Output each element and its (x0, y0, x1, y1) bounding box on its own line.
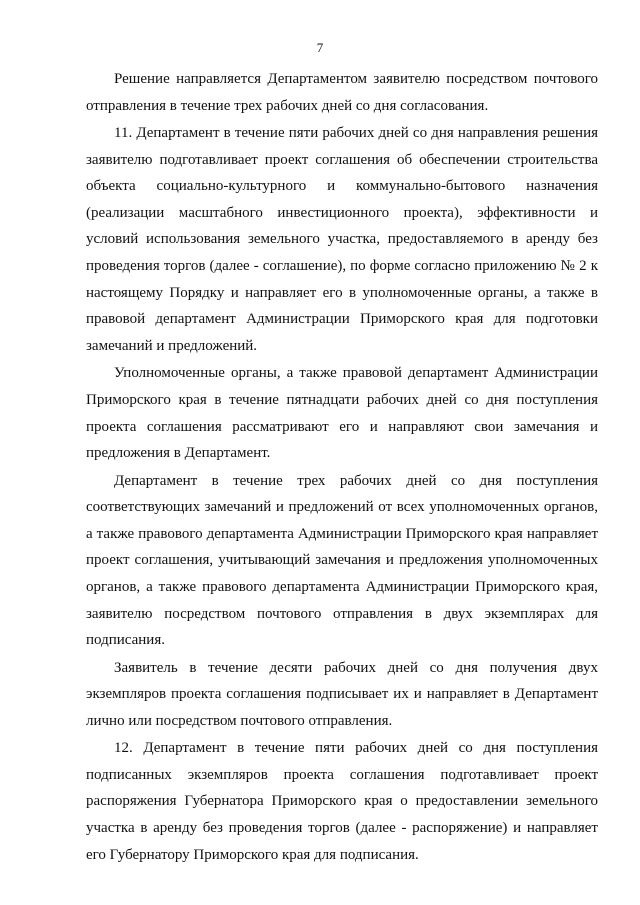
paragraph-authorized-bodies-review: Уполномоченные органы, а также правовой департамент Администрации Приморского края в течение пятнадцати рабочих дней со дня поступления проекта соглашения рассматривают его и направляют свои замечания и предложения в Департамент. (86, 365, 598, 462)
paragraph-applicant-signs: Заявитель в течение десяти рабочих дней со дня получения двух экземпляров проекта соглашения подписывает их и направляет в Департамент лично или посредством почтового отправления. (86, 659, 598, 729)
paragraph-department-sends-draft: Департамент в течение трех рабочих дней со дня поступления соответствующих замечаний и предложений от всех уполномоченных органов, а также правового департамента Администрации Приморского края направляет проект соглашения, учитывающий замечания и предложения уполномоченных органов, а также правового департамента Администрации Приморского края, заявителю посредством почтового отправления в двух экземплярах для подписания. (86, 472, 598, 649)
document-body (86, 66, 598, 869)
paragraph-decision-sending: Решение направляется Департаментом заявителю посредством почтового отправления в течение трех рабочих дней со дня согласования. (86, 71, 598, 114)
paragraph-item-11: 11. Департамент в течение пяти рабочих дней со дня направления решения заявителю подготавливает проект соглашения об обеспечении строительства объекта социально-культурного и коммунально-бытового назначения (реализации масштабного инвестиционного проекта), эффективности и условий использования земельного участка, предоставляемого в аренду без проведения торгов (далее - соглашение), по форме согласно приложению № 2 к настоящему Порядку и направляет его в уполномоченные органы, а также в правовой департамент Администрации Приморского края для подготовки замечаний и предложений. (86, 125, 598, 354)
paragraph-item-12: 12. Департамент в течение пяти рабочих дней со дня поступления подписанных экземпляров проекта соглашения подготавливает проект распоряжения Губернатора Приморского края о предоставлении земельного участка в аренду без проведения торгов (далее - распоряжение) и направляет его Губернатору Приморского края для подписания. (86, 740, 598, 863)
page-number: 7 (316, 40, 324, 55)
